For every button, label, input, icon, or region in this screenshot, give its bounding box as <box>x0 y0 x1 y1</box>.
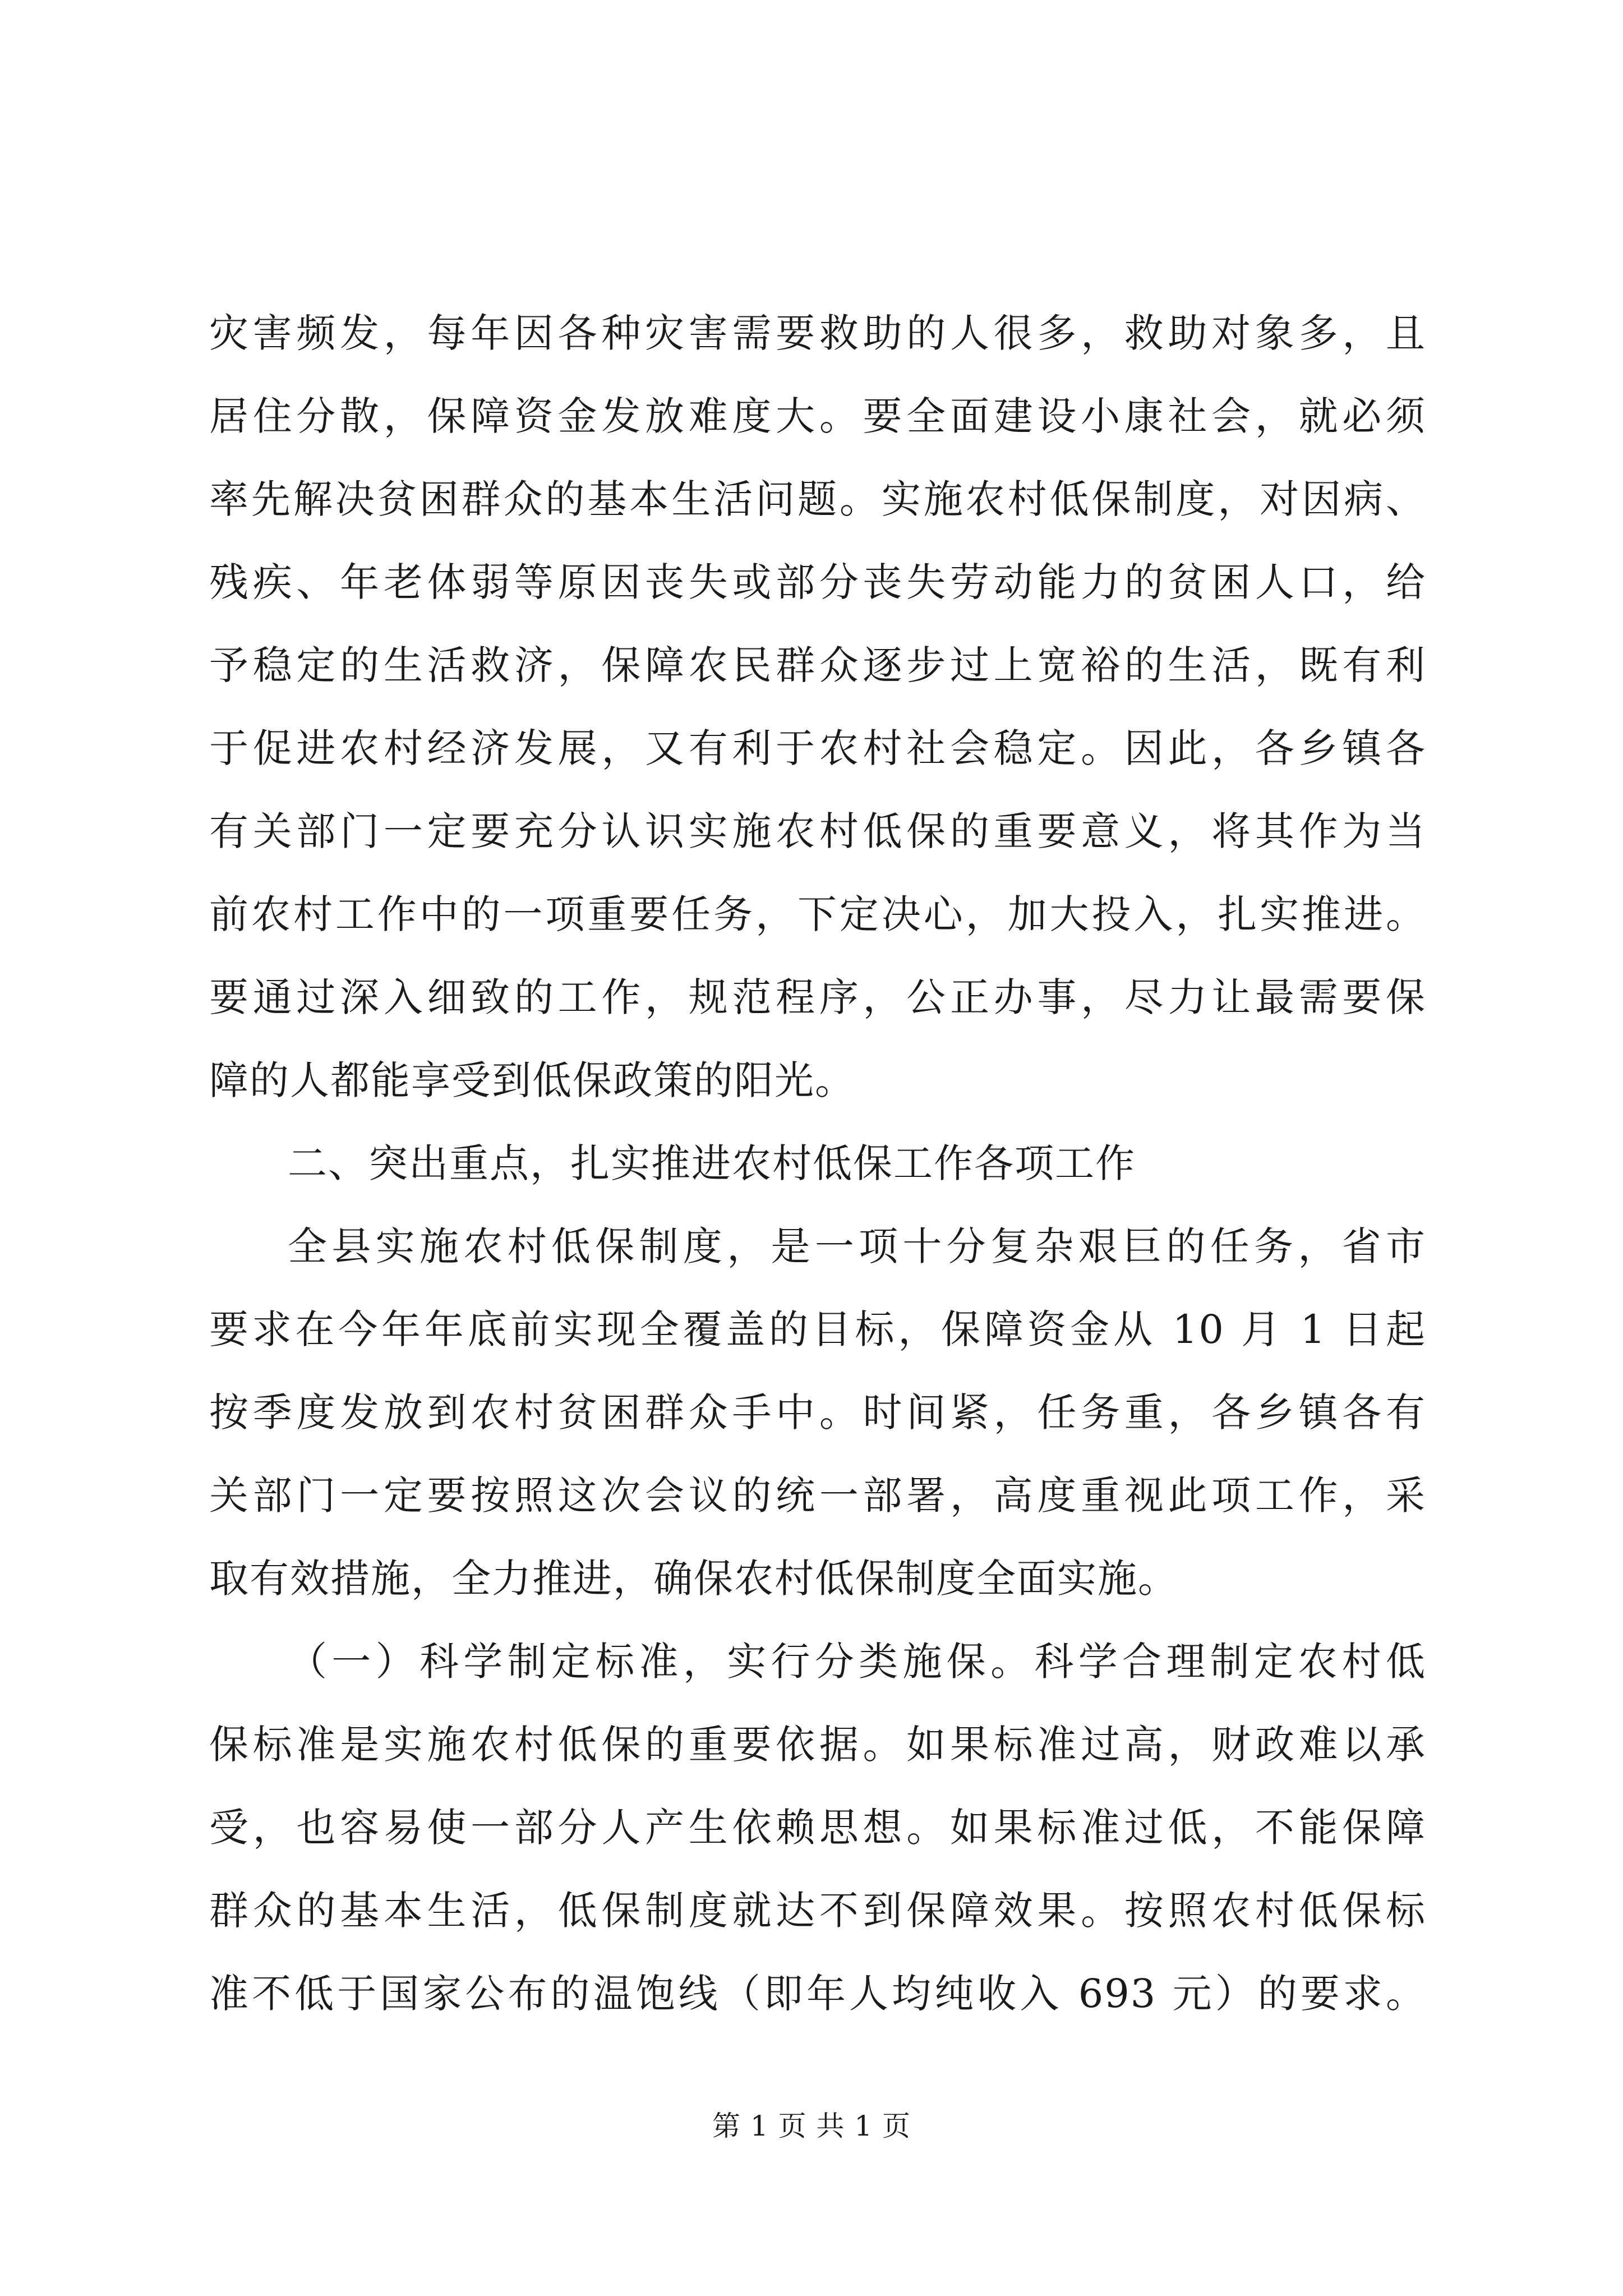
text-line: 按季度发放到农村贫困群众手中。时间紧，任务重，各乡镇各有 <box>209 1389 1426 1435</box>
text-line: 要求在今年年底前实现全覆盖的目标，保障资金从 10 月 1 日起 <box>209 1306 1426 1352</box>
text-line: 取有效措施，全力推进，确保农村低保制度全面实施。 <box>209 1556 1178 1602</box>
text-line: 率先解决贫困群众的基本生活问题。实施农村低保制度，对因病、 <box>209 476 1426 522</box>
subsection-line: （一）科学制定标准，实行分类施保。科学合理制定农村低 <box>288 1639 1426 1685</box>
text-line: 障的人都能享受到低保政策的阳光。 <box>209 1057 855 1103</box>
text-line: 予稳定的生活救济，保障农民群众逐步过上宽裕的生活，既有利 <box>209 642 1426 688</box>
document-body <box>209 292 1426 2035</box>
text-line: 群众的基本生活，低保制度就达不到保障效果。按照农村低保标 <box>209 1888 1426 1934</box>
text-line: 全县实施农村低保制度，是一项十分复杂艰巨的任务，省市 <box>288 1223 1426 1269</box>
text-line: 前农村工作中的一项重要任务，下定决心，加大投入，扎实推进。 <box>209 891 1426 937</box>
text-line: 有关部门一定要充分认识实施农村低保的重要意义，将其作为当 <box>209 808 1426 854</box>
text-line: 关部门一定要按照这次会议的统一部署，高度重视此项工作，采 <box>209 1473 1426 1519</box>
text-line: 残疾、年老体弱等原因丧失或部分丧失劳动能力的贫困人口，给 <box>209 559 1426 605</box>
text-line: 准不低于国家公布的温饱线（即年人均纯收入 693 元）的要求。 <box>209 1971 1426 2017</box>
section-heading: 二、突出重点，扎实推进农村低保工作各项工作 <box>288 1140 1136 1186</box>
text-line: 保标准是实施农村低保的重要依据。如果标准过高，财政难以承 <box>209 1722 1426 1768</box>
text-line: 居住分散，保障资金发放难度大。要全面建设小康社会，就必须 <box>209 393 1426 439</box>
text-line: 于促进农村经济发展，又有利于农村社会稳定。因此，各乡镇各 <box>209 725 1426 771</box>
text-line: 受，也容易使一部分人产生依赖思想。如果标准过低，不能保障 <box>209 1805 1426 1851</box>
page-number-footer: 第 1 页 共 1 页 <box>712 2110 911 2142</box>
text-line: 灾害频发，每年因各种灾害需要救助的人很多，救助对象多，且 <box>209 310 1426 356</box>
text-line: 要通过深入细致的工作，规范程序，公正办事，尽力让最需要保 <box>209 974 1426 1020</box>
